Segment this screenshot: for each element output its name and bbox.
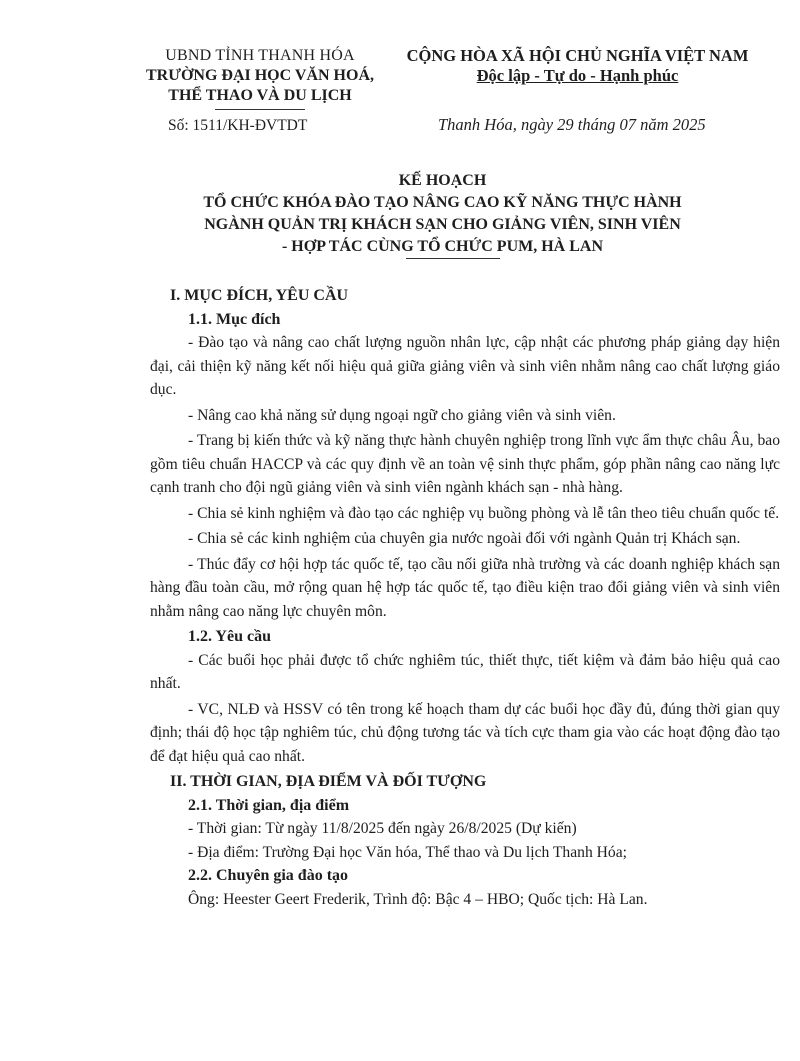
purpose-paragraph-4: - Chia sẻ kinh nghiệm và đào tạo các nghiệp vụ buồng phòng và lễ tân theo tiêu chuẩn quốc tế. — [188, 504, 780, 522]
section-2-heading: II. THỜI GIAN, ĐỊA ĐIỂM VÀ ĐỐI TƯỢNG — [170, 773, 487, 790]
section-2-2-heading: 2.2. Chuyên gia đào tạo — [188, 867, 349, 884]
org-province: UBND TỈNH THANH HÓA — [165, 47, 355, 64]
title-line-2: TỔ CHỨC KHÓA ĐÀO TẠO NÂNG CAO KỸ NĂNG THỰC HÀNH — [203, 194, 682, 211]
purpose-paragraph-2: - Nâng cao khả năng sử dụng ngoại ngữ cho giảng viên và sinh viên. — [188, 406, 616, 424]
section-1-heading: I. MỤC ĐÍCH, YÊU CẦU — [170, 287, 349, 304]
nation-name: CỘNG HÒA XÃ HỘI CHỦ NGHĨA VIỆT NAM — [406, 46, 749, 65]
document-number: Số: 1511/KH-ĐVTDT — [168, 117, 308, 134]
document-date: Thanh Hóa, ngày 29 tháng 07 năm 2025 — [438, 115, 706, 134]
place-line: - Địa điểm: Trường Đại học Văn hóa, Thể thao và Du lịch Thanh Hóa; — [188, 843, 627, 861]
org-underline — [215, 109, 305, 110]
national-header — [390, 46, 765, 86]
section-1-1-heading: 1.1. Mục đích — [188, 310, 281, 328]
section-2-1-heading: 2.1. Thời gian, địa điểm — [188, 796, 350, 814]
motto-text: Độc lập - Tự do - Hạnh phúc — [476, 66, 679, 85]
requirement-paragraph-2: - VC, NLĐ và HSSV có tên trong kế hoạch tham dự các buổi học đầy đủ, đúng thời gian quy định; thái độ học tập nghiêm túc, chủ động tương tác và tích cực tham gia vào các hoạt động đào tạo để đạt hiệu quả cao nhất. — [150, 700, 780, 765]
title-line-1: KẾ HOẠCH — [398, 172, 487, 189]
title-line-4: - HỢP TÁC CÙNG TỔ CHỨC PUM, HÀ LAN — [281, 238, 604, 255]
purpose-paragraph-3: - Trang bị kiến thức và kỹ năng thực hành chuyên nghiệp trong lĩnh vực ẩm thực châu Âu, bao gồm tiêu chuẩn HACCP và các quy định về an toàn vệ sinh thực phẩm, góp phần nâng cao năng lực cạnh tranh cho đội ngũ giảng viên và sinh viên ngành khách sạn - nhà hàng. — [150, 432, 780, 496]
expert-line: Ông: Heester Geert Frederik, Trình độ: Bậc 4 – HBO; Quốc tịch: Hà Lan. — [188, 890, 648, 908]
document-title — [120, 170, 765, 259]
purpose-paragraph-5: - Chia sẻ các kinh nghiệm của chuyên gia nước ngoài đối với ngành Quản trị Khách sạn. — [188, 530, 741, 547]
time-line: - Thời gian: Từ ngày 11/8/2025 đến ngày 26/8/2025 (Dự kiến) — [188, 820, 577, 837]
section-1-2-heading: 1.2. Yêu cầu — [188, 628, 271, 645]
national-motto — [390, 66, 765, 86]
purpose-paragraph-1: - Đào tạo và nâng cao chất lượng nguồn nhân lực, cập nhật các phương pháp giảng dạy hiện đại, cải thiện kỹ năng kết nối hiệu quả giữa giảng viên và sinh viên nhằm nâng cao chất lượng giáo dục. — [150, 334, 780, 398]
issuing-authority — [120, 46, 400, 136]
title-underline — [406, 258, 500, 259]
org-university-cont: THỂ THAO VÀ DU LỊCH — [168, 87, 352, 104]
purpose-paragraph-6: - Thúc đẩy cơ hội hợp tác quốc tế, tạo cầu nối giữa nhà trường và các doanh nghiệp khách sạn hàng đầu toàn cầu, mở rộng quan hệ hợp tác quốc tế, tạo điều kiện trao đổi giảng viên và sinh viên nhằm nâng cao năng lực chuyên môn. — [150, 555, 780, 620]
org-university: TRƯỜNG ĐẠI HỌC VĂN HOÁ, — [145, 67, 374, 84]
requirement-paragraph-1: - Các buổi học phải được tổ chức nghiêm túc, thiết thực, tiết kiệm và đảm bảo hiệu quả cao nhất. — [150, 651, 780, 692]
title-line-3: NGÀNH QUẢN TRỊ KHÁCH SẠN CHO GIẢNG VIÊN, SINH VIÊN — [204, 216, 681, 233]
document-body — [150, 284, 780, 911]
